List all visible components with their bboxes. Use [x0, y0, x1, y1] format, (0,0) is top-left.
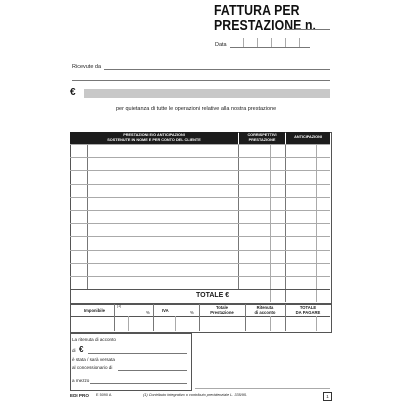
header-advances [286, 132, 330, 144]
amount-field[interactable] [84, 89, 330, 98]
total-service-label [200, 305, 244, 315]
col-divider [87, 144, 88, 289]
vat-label: IVA [162, 308, 169, 313]
percent-sign-2: % [190, 310, 194, 315]
table-row[interactable] [70, 157, 330, 158]
date-tick [285, 38, 286, 47]
table-row[interactable] [70, 197, 330, 198]
col-divider [238, 144, 239, 289]
date-tick [299, 38, 300, 47]
table-row[interactable] [70, 223, 330, 224]
summary-col [128, 316, 129, 331]
withholding-line-3: è stata / sarà versata [72, 357, 115, 362]
withholding-label-2: di acconto [254, 310, 276, 315]
header-services-line-2: SOSTENUTE IN NOME E PER CONTO DEL CLIENTE [107, 137, 201, 142]
summary-divider [70, 316, 330, 317]
withholding-line-1: La ritenuta di acconto [72, 337, 116, 342]
total-service-label-1: Totale [215, 305, 229, 310]
total-due-label-1: TOTALE [299, 305, 317, 310]
total-due-label-2: DA PAGARE [295, 310, 321, 315]
taxable-label: Imponibile [84, 308, 105, 313]
withholding-label-1: Ritenuta [256, 305, 274, 310]
received-from-label: Ricevute da [72, 64, 102, 70]
euro-icon-2: € [79, 345, 84, 354]
received-from-field-2[interactable] [72, 80, 330, 81]
euro-icon: € [70, 87, 76, 98]
table-row[interactable] [70, 250, 330, 251]
withholding-amount-field[interactable] [88, 353, 187, 354]
table-row[interactable] [70, 184, 330, 185]
payment-note: per quietanza di tutte le operazioni relative alla nostra prestazione [116, 106, 277, 112]
summary-col [270, 316, 271, 331]
summary-col [316, 316, 317, 331]
total-service-label-2: Prestazione [210, 310, 234, 315]
total-due-label [286, 305, 330, 315]
brand-name: EDI PRO [70, 392, 89, 398]
withholding-line-5: a mezzo [72, 378, 90, 383]
withholding-line-2-prefix: di [72, 348, 76, 353]
header-fees-line-1: CORRISPETTIVI [247, 133, 277, 137]
date-tick [271, 38, 272, 47]
footnote: (1) Contributo integrativo o contributo previdenziale L. 335/95. [143, 393, 248, 397]
invoice-number-field[interactable] [284, 29, 330, 30]
date-tick [257, 38, 258, 47]
table-row[interactable] [70, 236, 330, 237]
date-field[interactable] [230, 47, 310, 48]
summary-col [153, 304, 154, 331]
summary-col [175, 316, 176, 331]
brand-logo [70, 392, 92, 398]
page-number: 1 [323, 392, 332, 401]
header-fees-line-2: PRESTAZIONE [248, 137, 276, 142]
date-tick [243, 38, 244, 47]
total-fees-field[interactable] [239, 290, 270, 302]
withholding-label [246, 305, 284, 315]
table-row[interactable] [70, 210, 330, 211]
header-fees [239, 132, 285, 144]
concessionaire-field[interactable] [118, 370, 187, 371]
withholding-line-4: al concessionario di [72, 365, 113, 370]
product-code: E 5090 A [96, 393, 112, 397]
header-services [70, 132, 238, 144]
table-row[interactable] [70, 276, 330, 277]
table-row[interactable] [70, 263, 330, 264]
table-row[interactable] [70, 144, 330, 145]
total-label: TOTALE € [196, 292, 230, 299]
signature-line[interactable] [195, 388, 330, 389]
received-from-field[interactable] [104, 69, 330, 70]
summary-col [114, 304, 115, 331]
date-label: Data [215, 42, 227, 48]
title-line-2: PRESTAZIONE n. [214, 17, 317, 34]
header-services-line-1: PRESTAZIONI E/O ANTICIPAZIONI [123, 133, 185, 137]
table-row[interactable] [70, 170, 330, 171]
total-advances-field[interactable] [286, 290, 316, 302]
header-advances-label: ANTICIPAZIONI [294, 135, 322, 139]
percent-sign-1: % [146, 310, 150, 315]
title-line-1: FATTURA PER [214, 2, 300, 19]
footnote-marker: (1) [117, 304, 122, 308]
payment-method-field[interactable] [90, 383, 187, 384]
